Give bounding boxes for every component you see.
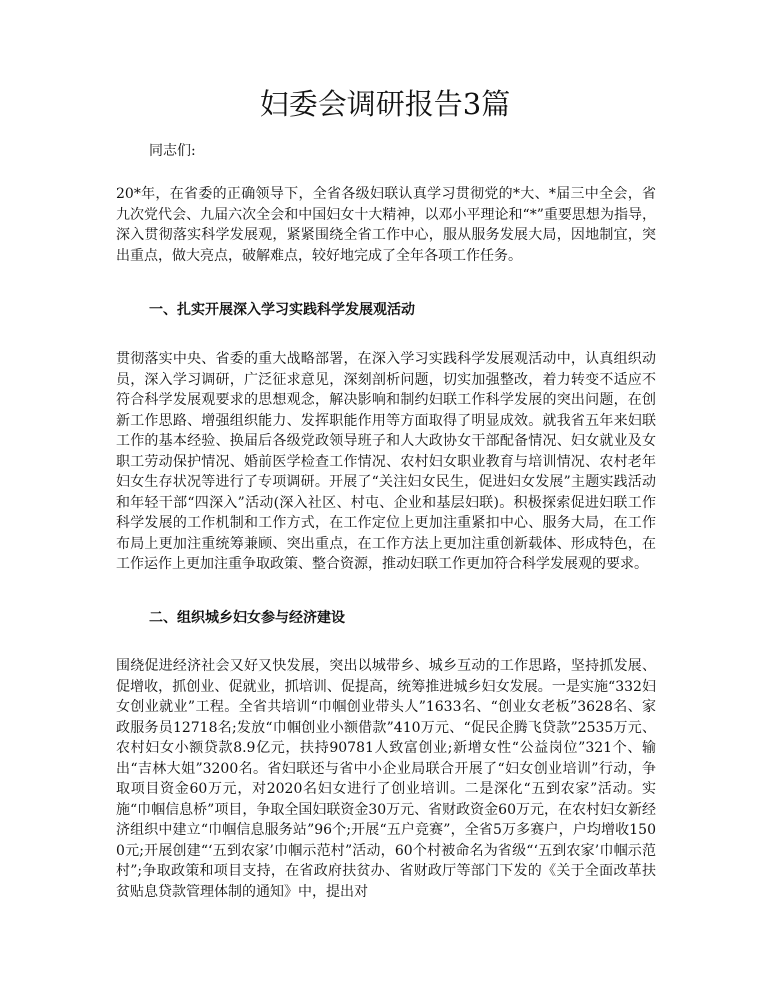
paragraph-intro: 20*年，在省委的正确领导下，全省各级妇联认真学习贯彻党的*大、*届三中全会，省九次党代会、九届六次全会和中国妇女十大精神，以邓小平理论和“*”重要思想为指导，深入贯彻落实科学发展观，紧紧围绕全省工作中心，服从服务发展大局，因地制宜，突出重点，做大亮点，破解难点，较好地完成了全年各项工作任务。 — [116, 186, 656, 264]
section-heading-1: 一、扎实开展深入学习实践科学发展观活动 — [149, 302, 415, 318]
paragraph-section-1: 贯彻落实中央、省委的重大战略部署，在深入学习实践科学发展观活动中，认真组织动员，深入学习调研，广泛征求意见，深刻剖析问题，切实加强整改，着力转变不适应不符合科学发展观要求的思想观念，解决影响和制约妇联工作科学发展的突出问题，在创新工作思路、增强组织能力、发挥职能作用等方面取得了明显成效。就我省五年来妇联工作的基本经验、换届后各级党政领导班子和人大政协女干部配备情况、妇女就业及女职工劳动保护情况、婚前医学检查工作情况、农村妇女职业教育与培训情况、农村老年妇女生存状况等进行了专项调研。开展了“关注妇女民生，促进妇女发展”主题实践活动和年轻干部“四深入”活动(深入社区、村屯、企业和基层妇联)。积极探索促进妇联工作科学发展的工作机制和工作方式，在工作定位上更加注重紧扣中心、服务大局，在工作布局上更加注重统筹兼顾、突出重点，在工作方法上更加注重创新载体、形成特色，在工作运作上更加注重争取政策、整合资源，推动妇联工作更加符合科学发展观的要求。 — [116, 351, 656, 572]
salutation: 同志们: — [149, 143, 196, 159]
paragraph-section-2: 围绕促进经济社会又好又快发展，突出以城带乡、城乡互动的工作思路，坚持抓发展、促增收，抓创业、促就业，抓培训、促提高，统筹推进城乡妇女发展。一是实施“332妇女创业就业”工程。全省共培训“巾帼创业带头人”1633名、“创业女老板”3628名、家政服务员12718名;发放“巾帼创业小额借款”410万元、“促民企腾飞贷款”2535万元、农村妇女小额贷款8.9亿元，扶持90781人致富创业;新增女性“公益岗位”321个、输出“吉林大姐”3200名。省妇联还与省中小企业局联合开展了“妇女创业培训”行动，争取项目资金60万元，对2020名妇女进行了创业培训。二是深化“五到农家”活动。实施“巾帼信息桥”项目，争取全国妇联资金30万元、省财政资金60万元，在农村妇女新经济组织中建立“巾帼信息服务站”96个;开展“五户竞赛”，全省5万多赛户，户均增收1500元;开展创建“‘五到农家’巾帼示范村”活动，60个村被命名为省级“‘五到农家’巾帼示范村”;争取政策和项目支持，在省政府扶贫办、省财政厅等部门下发的《关于全面改革扶贫贴息贷款管理体制的通知》中，提出对 — [116, 658, 656, 900]
section-heading-2: 二、组织城乡妇女参与经济建设 — [149, 610, 345, 626]
document-title: 妇委会调研报告3篇 — [259, 87, 511, 121]
